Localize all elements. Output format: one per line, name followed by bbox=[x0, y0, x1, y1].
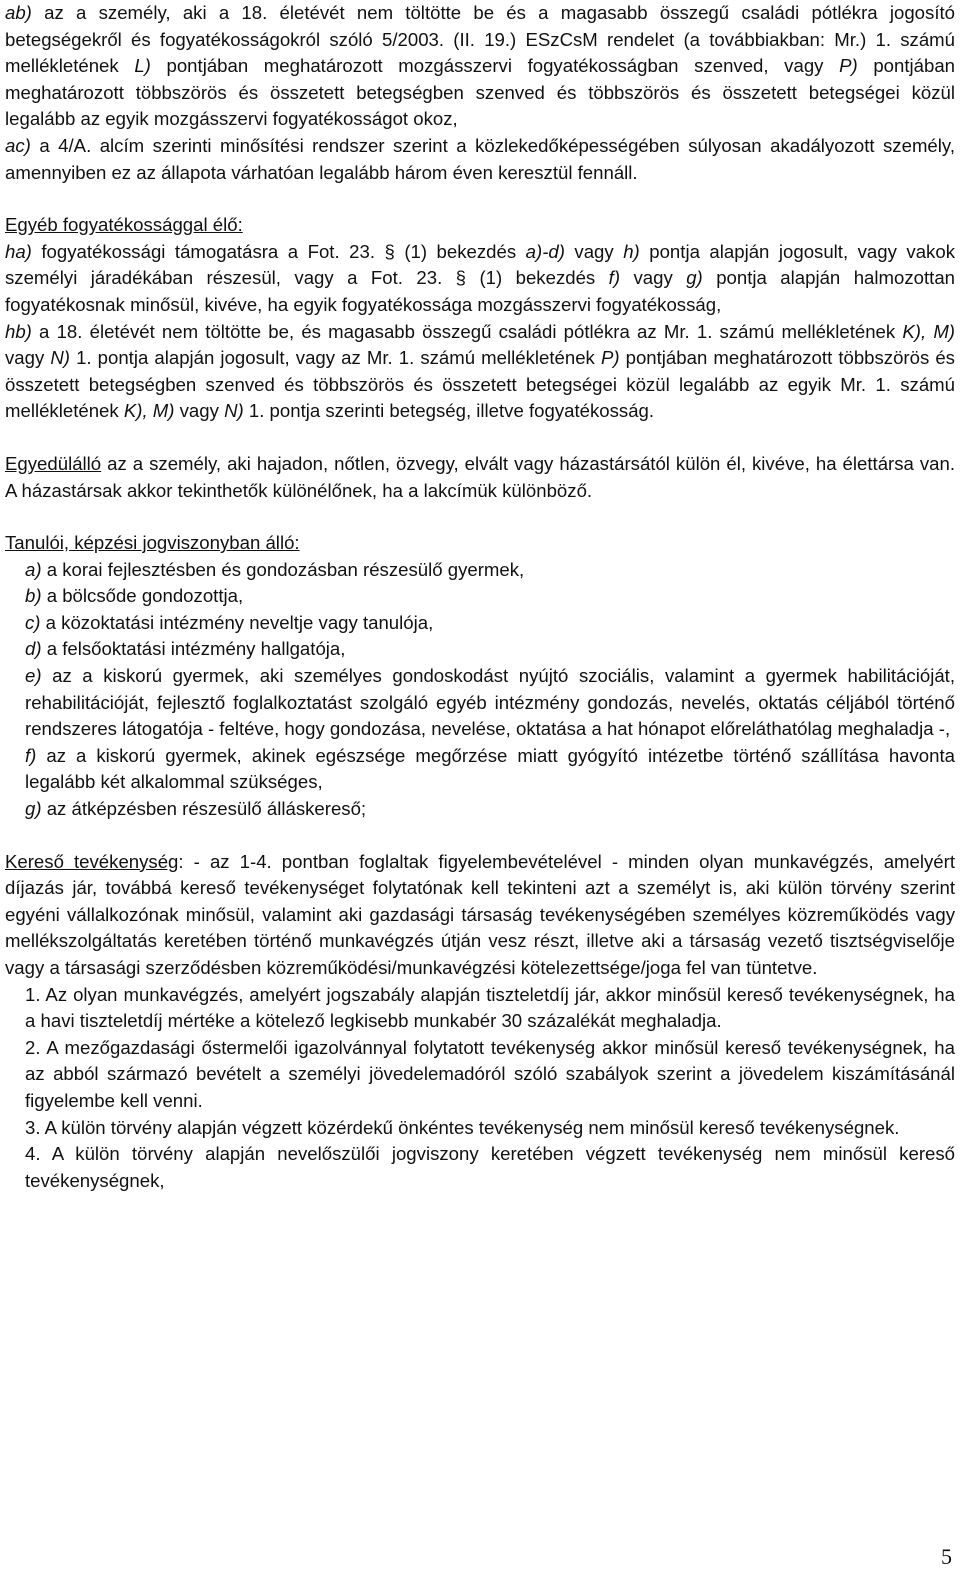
paragraph-text: vagy bbox=[5, 347, 51, 369]
heading-text: Kereső tevékenység bbox=[5, 850, 179, 872]
heading-text: Egyedülálló bbox=[5, 452, 102, 474]
paragraph-tg bbox=[5, 796, 955, 823]
paragraph-text: az a kiskorú gyermek, akinek egészsége megőrzése miatt gyógyító intézetbe történő szállítása havonta legalább két alkalommal szükséges, bbox=[25, 744, 955, 793]
paragraph-text: 4. A külön törvény alapján nevelőszülői jogviszony keretében végzett tevékenység nem minősül kereső tevékenységnek, bbox=[25, 1143, 955, 1191]
spacer bbox=[5, 504, 955, 530]
paragraph-tc bbox=[5, 610, 955, 637]
paragraph-ta bbox=[5, 557, 955, 584]
item-marker: P) bbox=[839, 55, 858, 77]
paragraph-egyedulallo bbox=[5, 451, 955, 504]
paragraph-text: az a kiskorú gyermek, aki személyes gondoskodást nyújtó szociális, valamint a gyermek habilitációját, rehabilitációját, fejlesztő foglalkoztatást szolgáló egyéb intézmény gondozás, nevelés, oktatás céljából történő rendszeres látogatója - feltéve, hogy gondozása, nevelése, oktatása a hat hónapot előreláthatólag meghaladja -, bbox=[25, 665, 955, 740]
section-kereso-tevekenyseg bbox=[5, 849, 955, 1195]
item-marker: ab) bbox=[5, 2, 32, 23]
item-marker: e) bbox=[25, 665, 42, 687]
paragraph-text: az a személy, aki hajadon, nőtlen, özvegy, elvált vagy házastársától külön él, kivéve, ha élettársa van. A házastársak akkor tekinthetők különélőnek, ha a lakcímük különböző. bbox=[5, 452, 955, 501]
item-marker: P) bbox=[600, 347, 620, 369]
item-marker: ha) bbox=[5, 240, 32, 262]
paragraph-text: pontja alapján jogosult, vagy vakok személyi járadékában részesül, vagy a Fot. 23. § (1) bekezdés bbox=[5, 240, 955, 289]
paragraph-text: pontjában meghatározott mozgásszervi fogyatékosságban szenved, vagy bbox=[150, 55, 840, 77]
paragraph-tb bbox=[5, 583, 955, 610]
paragraph-te bbox=[5, 663, 955, 743]
item-marker: K), M) bbox=[902, 320, 956, 342]
paragraph-k3 bbox=[5, 1115, 955, 1142]
paragraph-text: a közoktatási intézmény neveltje vagy tanulója, bbox=[40, 611, 434, 633]
page-number: 5 bbox=[941, 1544, 952, 1569]
item-marker: f) bbox=[25, 744, 37, 766]
paragraph-text: fogyatékossági támogatásra a Fot. 23. § (1) bekezdés bbox=[31, 240, 526, 262]
paragraph-tf bbox=[5, 743, 955, 796]
item-marker: g) bbox=[25, 798, 42, 820]
item-marker: a) bbox=[25, 558, 42, 580]
paragraph-text: a korai fejlesztésben és gondozásban részesülő gyermek, bbox=[41, 558, 525, 580]
paragraph-text: : - az 1-4. pontban foglaltak figyelembevételével - minden olyan munkavégzés, amelyért díjazás jár, továbbá kereső tevékenységet folytatónak kell tekinteni azt a személyt is, aki külön törvény szerint egyéni vállalkozónak minősül, valamint aki gazdasági társaság tevékenységében személyes közreműködés vagy mellékszolgáltatás keretében történő munkavégzés útján vesz részt, illetve aki a társaság vezető tisztségviselője vagy a társasági szerződésben közreműködési/munkavégzési kötelezettsége/joga fel van tüntetve. bbox=[5, 850, 955, 978]
item-marker: c) bbox=[25, 611, 41, 633]
spacer bbox=[5, 425, 955, 451]
paragraph-tanuloi-heading bbox=[5, 530, 955, 557]
paragraph-text: a felsőoktatási intézmény hallgatója, bbox=[41, 638, 346, 660]
paragraph-text: vagy bbox=[564, 240, 624, 262]
paragraph-text: 3. A külön törvény alapján végzett közérdekű önkéntes tevékenység nem minősül kereső tevékenységnek. bbox=[25, 1116, 900, 1138]
paragraph-text: a 4/A. alcím szerinti minősítési rendszer szerint a közlekedőképességében súlyosan akadályozott személy, amennyiben ez az állapota várhatóan legalább három éven keresztül fennáll. bbox=[5, 134, 955, 183]
document-page bbox=[5, 0, 955, 1194]
paragraph-text: pontja alapján halmozottan fogyatékosnak minősül, kivéve, ha egyik fogyatékossága mozgásszervi fogyatékosság, bbox=[5, 267, 956, 315]
heading-text: Tanulói, képzési jogviszonyban álló: bbox=[5, 532, 300, 554]
paragraph-ha bbox=[5, 239, 955, 319]
paragraph-egyeb-heading bbox=[5, 212, 955, 239]
paragraph-k2 bbox=[5, 1035, 955, 1115]
heading-text: Egyéb fogyatékossággal élő: bbox=[5, 214, 243, 236]
spacer bbox=[5, 823, 955, 849]
item-marker: L) bbox=[134, 55, 151, 77]
section-mozgasszervi bbox=[5, 0, 955, 186]
item-marker: hb) bbox=[5, 320, 32, 342]
paragraph-text: 1. Az olyan munkavégzés, amelyért jogszabály alapján tiszteletdíj jár, akkor minősül kereső tevékenységnek, ha a havi tiszteletdíj mértéke a kötelező legkisebb munkabér 30 százalékát meghaladja. bbox=[25, 983, 955, 1032]
item-marker: N) bbox=[224, 400, 244, 422]
item-marker: N) bbox=[50, 347, 70, 369]
paragraph-text: vagy bbox=[174, 400, 225, 422]
item-marker: b) bbox=[25, 585, 42, 607]
paragraph-text: 1. pontja alapján jogosult, vagy az Mr. 1. számú mellékletének bbox=[69, 347, 601, 369]
paragraph-text: 2. A mezőgazdasági őstermelői igazolvánnyal folytatott tevékenység akkor minősül kereső tevékenységnek, ha az abból származó bevételt a személyi jövedelemadóról szóló szabályok szerint a jövedelem kiszámításánál figyelembe kell venni. bbox=[25, 1036, 955, 1111]
item-marker: d) bbox=[25, 638, 42, 660]
item-marker: K), M) bbox=[123, 400, 175, 422]
paragraph-text: a bölcsőde gondozottja, bbox=[41, 585, 244, 607]
paragraph-ab bbox=[5, 0, 955, 133]
section-tanuloi-jogviszony bbox=[5, 530, 955, 823]
section-egyedulallo bbox=[5, 451, 955, 504]
paragraph-k1 bbox=[5, 982, 955, 1035]
paragraph-text: pontjában meghatározott többszörös és összetett betegségben szenved és többszörös és összetett betegségei közül legalább az egyik mozgásszervi fogyatékosságot okoz, bbox=[5, 55, 955, 130]
item-marker: ac) bbox=[5, 134, 31, 156]
item-marker: a)-d) bbox=[525, 240, 565, 262]
paragraph-k4 bbox=[5, 1141, 955, 1194]
item-marker: f) bbox=[608, 267, 621, 289]
paragraph-text: pontjában meghatározott többszörös és összetett betegségben szenved és többszörös és összetett betegségei közül legalább az egyik Mr. 1. számú mellékletének bbox=[5, 347, 955, 422]
item-marker: g) bbox=[686, 267, 703, 289]
paragraph-td bbox=[5, 636, 955, 663]
paragraph-text: az a személy, aki a 18. életévét nem töltötte be és a magasabb összegű családi pótlékra jogosító betegségekről és fogyatékosságokról szóló 5/2003. (II. 19.) ESzCsM rendelet (a továbbiakban: Mr.) 1. számú mellékletének bbox=[5, 2, 955, 77]
paragraph-text: a 18. életévét nem töltötte be, és magasabb összegű családi pótlékra az Mr. 1. számú mellékletének bbox=[31, 320, 903, 342]
spacer bbox=[5, 186, 955, 212]
item-marker: h) bbox=[623, 240, 640, 262]
paragraph-text: 1. pontja szerinti betegség, illetve fogyatékosság. bbox=[243, 400, 655, 422]
paragraph-text: vagy bbox=[620, 267, 687, 289]
paragraph-text: az átképzésben részesülő álláskereső; bbox=[41, 798, 367, 820]
section-egyeb-fogyatekossag bbox=[5, 212, 955, 425]
paragraph-hb bbox=[5, 319, 955, 425]
paragraph-ac bbox=[5, 133, 955, 186]
paragraph-kereso bbox=[5, 849, 955, 982]
